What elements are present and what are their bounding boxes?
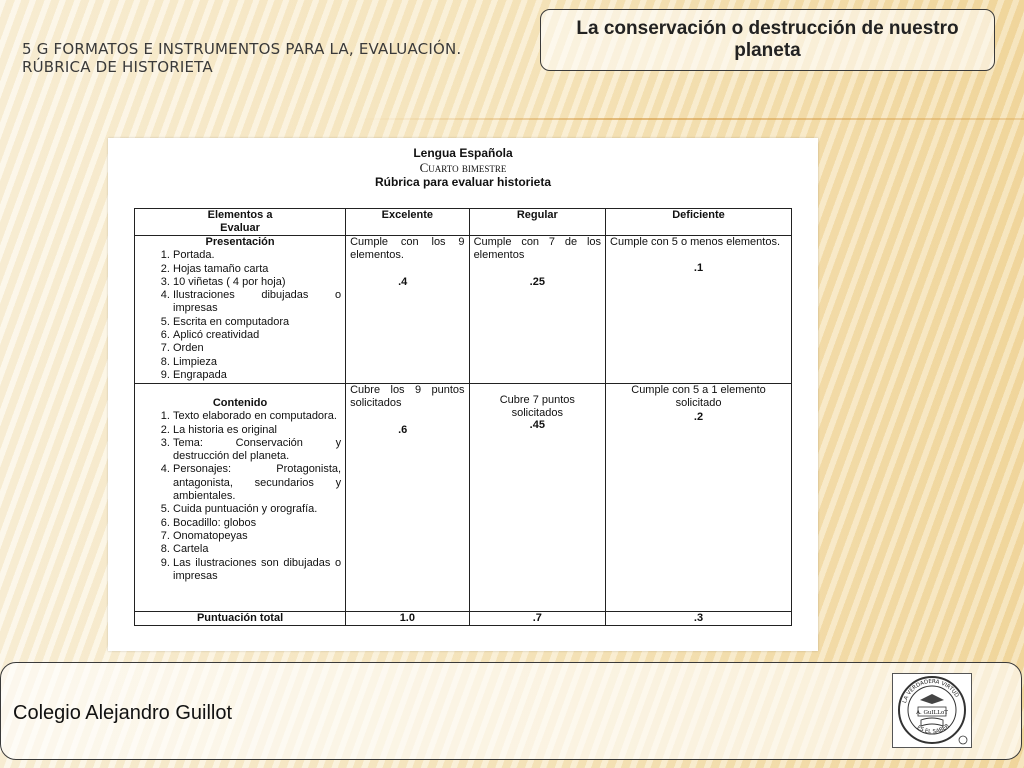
list-item: 8. Limpieza — [173, 356, 341, 369]
total-excelente: 1.0 — [346, 612, 469, 626]
contenido-cell — [135, 384, 346, 612]
seal-name: A. GuILLoT — [916, 710, 948, 716]
presentacion-regular-value: .25 — [529, 275, 545, 288]
column-header-deficiente: Deficiente — [606, 209, 792, 236]
contenido-title: Contenido — [212, 397, 268, 409]
contenido-excelente-text: Cubre los 9 puntos solicitados — [350, 384, 465, 410]
slide-title-line2: RÚBRICA DE HISTORIETA — [22, 58, 213, 76]
presentacion-excelente-text: Cumple con los 9 elementos. — [350, 236, 465, 262]
list-item: 9. Las ilustraciones son dibujadas o impresas — [173, 557, 341, 584]
header-box — [540, 9, 995, 71]
presentacion-list — [139, 249, 341, 382]
list-item: 5. Cuida puntuación y orografía. — [173, 503, 341, 516]
seal-emblem-icon — [893, 674, 971, 747]
contenido-regular-cell — [469, 384, 605, 612]
list-item: 1. Texto elaborado en computadora. — [173, 410, 341, 423]
rubric-document — [108, 138, 818, 651]
slide-title-line1: 5 G FORMATOS E INSTRUMENTOS PARA LA, EVALUACIÓN. — [22, 40, 462, 58]
table-row-total — [135, 612, 792, 626]
seal-text-top: LA VERDADERA VIRTUD — [901, 678, 960, 704]
list-item: 8. Cartela — [173, 543, 341, 556]
contenido-deficiente-value: .2 — [693, 410, 704, 423]
table-row-presentacion — [135, 236, 792, 384]
list-item: 6. Bocadillo: globos — [173, 517, 341, 530]
list-item: 4. Ilustraciones dibujadas o impresas — [173, 289, 341, 316]
presentacion-deficiente-text: Cumple con 5 o menos elementos. — [610, 236, 781, 248]
contenido-regular-value: .45 — [529, 418, 545, 431]
footer-school-name: Colegio Alejandro Guillot — [13, 702, 233, 724]
header-box-text: La conservación o destrucción de nuestro planeta — [576, 18, 959, 61]
contenido-excelente-cell — [346, 384, 469, 612]
document-subject: Lengua Española — [413, 146, 513, 160]
list-item: 1. Portada. — [173, 249, 341, 262]
divider-line — [360, 118, 1024, 120]
presentacion-regular-cell — [469, 236, 605, 384]
presentacion-title: Presentación — [205, 236, 275, 248]
column-header-regular: Regular — [469, 209, 605, 236]
presentacion-cell — [135, 236, 346, 384]
list-item: 3. 10 viñetas ( 4 por hoja) — [173, 276, 341, 289]
list-item: 6. Aplicó creatividad — [173, 329, 341, 342]
contenido-regular-text: Cubre 7 puntos solicitados — [499, 394, 575, 420]
presentacion-deficiente-value: .1 — [693, 262, 704, 275]
list-item: 9. Engrapada — [173, 369, 341, 382]
slide-title — [22, 40, 502, 76]
list-item: 4. Personajes: Protagonista, antagonista, secundarios y ambientales. — [173, 463, 341, 503]
contenido-excelente-value: .6 — [398, 423, 408, 436]
seal-text-bottom: ES EL SABER — [915, 723, 951, 736]
presentacion-regular-text: Cumple con 7 de los elementos — [473, 236, 602, 262]
total-deficiente: .3 — [606, 612, 792, 626]
column-header-excelente: Excelente — [346, 209, 469, 236]
presentacion-deficiente-cell — [606, 236, 792, 384]
contenido-deficiente-cell — [606, 384, 792, 612]
table-row-contenido — [135, 384, 792, 612]
document-period: Cuarto bimestre — [419, 160, 507, 175]
school-seal-logo — [892, 673, 972, 748]
list-item: 2. La historia es original — [173, 424, 341, 437]
table-header-row — [135, 209, 792, 236]
list-item: 7. Orden — [173, 342, 341, 355]
list-item: 2. Hojas tamaño carta — [173, 263, 341, 276]
total-regular: .7 — [469, 612, 605, 626]
document-heading: Rúbrica para evaluar historieta — [374, 175, 552, 189]
list-item: 3. Tema: Conservación y destrucción del planeta. — [173, 437, 341, 464]
contenido-list — [139, 410, 341, 583]
contenido-deficiente-text: Cumple con 5 a 1 elemento solicitado — [631, 384, 766, 410]
presentacion-excelente-cell — [346, 236, 469, 384]
list-item: 7. Onomatopeyas — [173, 530, 341, 543]
list-item: 5. Escrita en computadora — [173, 316, 341, 329]
column-header-elementos: Elementos a Evaluar — [135, 209, 346, 236]
rubric-table — [134, 208, 792, 626]
presentacion-excelente-value: .4 — [398, 275, 408, 288]
total-label: Puntuación total — [135, 612, 346, 626]
